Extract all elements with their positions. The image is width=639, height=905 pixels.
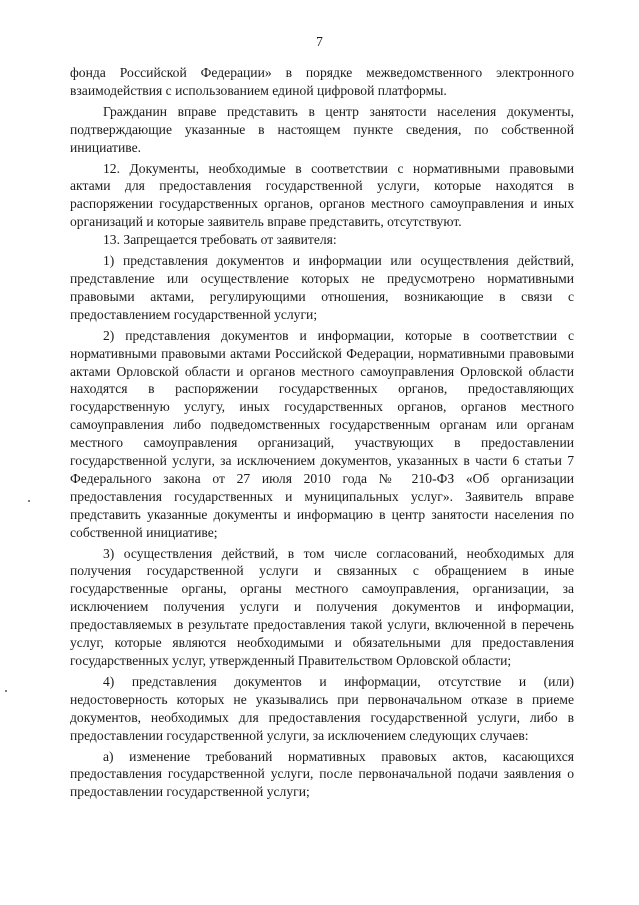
- paragraph-continuation: фонда Российской Федерации» в порядке межведомственного электронного взаимодействия с использованием единой цифровой платформы.: [70, 65, 574, 98]
- paragraph-citizen-right: Гражданин вправе представить в центр занятости населения документы, подтверждающие указанные в настоящем пункте сведения, по собственной инициативе.: [70, 103, 574, 155]
- scan-speck: [28, 500, 30, 502]
- paragraph-subitem-3: 3) осуществления действий, в том числе согласований, необходимых для получения государственной услуги и связанных с обращением в иные государственные органы, органы местного самоуправления, организации, за исключением получения услуги и получения документов и информации, предоставляемых в результате предоставления такой услуги, включенной в перечень услуг, которые являются необходимыми и обязательными для предоставления государственных услуг, утвержденный Правительством Орловской области;: [70, 545, 574, 668]
- scan-speck: [5, 690, 7, 692]
- page-number: 7: [316, 34, 323, 49]
- paragraph-subitem-4: 4) представления документов и информации, отсутствие и (или) недостоверность которых не указывались при первоначальном отказе в приеме документов, необходимых для предоставления государственной услуги, либо в предоставлении государственной услуги, за исключением следующих случаев:: [70, 673, 574, 743]
- paragraph-subitem-a: а) изменение требований нормативных правовых актов, касающихся предоставления государственной услуги, после первоначальной подачи заявления о предоставлении государственной услуги;: [70, 748, 574, 800]
- paragraph-subitem-2: 2) представления документов и информации, которые в соответствии с нормативными правовыми актами Российской Федерации, нормативными правовыми актами Орловской области и органов местного самоуправления Орловской области находятся в распоряжении государственных органов, предоставляющих государственную услугу, иных государственных органов, органов местного самоуправления либо подведомственных государственным органам или органам местного самоуправления организаций, участвующих в предоставлении государственной услуги, за исключением документов, указанных в части 6 статьи 7 Федерального закона от 27 июля 2010 года № 210-ФЗ «Об организации предоставления государственных и муниципальных услуг». Заявитель вправе представить указанные документы и информацию в центр занятости населения по собственной инициативе;: [70, 327, 574, 540]
- document-body: [70, 64, 574, 801]
- paragraph-item-12: 12. Документы, необходимые в соответствии с нормативными правовыми актами для предоставления государственной услуги, которые находятся в распоряжении государственных органов, органов местного самоуправления и иных организаций и которые заявитель вправе представить, отсутствуют.: [70, 160, 574, 230]
- paragraph-subitem-1: 1) представления документов и информации или осуществления действий, представление или осуществление которых не предусмотрено нормативными правовыми актами, регулирующими отношения, возникающие в связи с предоставлением государственной услуги;: [70, 253, 574, 322]
- paragraph-item-13: 13. Запрещается требовать от заявителя:: [103, 232, 337, 248]
